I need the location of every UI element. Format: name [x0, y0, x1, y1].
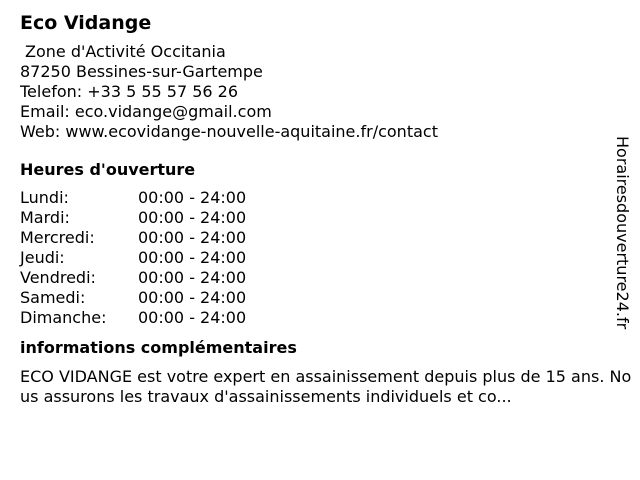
hours-value: 00:00 - 24:00: [138, 228, 247, 247]
day-label: Jeudi:: [20, 248, 65, 267]
hours-value: 00:00 - 24:00: [138, 308, 247, 327]
info-description: ECO VIDANGE est votre expert en assainissement depuis plus de 15 ans. Nous assurons les travaux d'assainissements individuels et co...: [20, 367, 632, 406]
hours-value: 00:00 - 24:00: [138, 268, 247, 287]
day-label: Lundi:: [20, 188, 69, 207]
opening-hours-table: [20, 188, 246, 328]
table-row: [20, 268, 246, 288]
phone-line: Telefon: +33 5 55 57 56 26: [20, 82, 239, 101]
table-row: [20, 288, 246, 308]
website-line: Web: www.ecovidange-nouvelle-aquitaine.fr/contact: [20, 122, 438, 141]
street-address: Zone d'Activité Occitania: [25, 42, 226, 61]
contact-block: [20, 42, 610, 142]
info-heading: informations complémentaires: [20, 338, 297, 357]
table-row: [20, 188, 246, 208]
business-name: Eco Vidange: [20, 12, 152, 34]
table-row: [20, 308, 246, 328]
table-row: [20, 228, 246, 248]
site-credit: Horairesdouverture24.fr: [613, 136, 632, 330]
hours-value: 00:00 - 24:00: [138, 248, 247, 267]
city-postcode: 87250 Bessines-sur-Gartempe: [20, 62, 263, 81]
day-label: Mardi:: [20, 208, 70, 227]
hours-value: 00:00 - 24:00: [138, 208, 247, 227]
hours-value: 00:00 - 24:00: [138, 288, 247, 307]
day-label: Mercredi:: [20, 228, 95, 247]
table-row: [20, 208, 246, 228]
day-label: Samedi:: [20, 288, 86, 307]
hours-value: 00:00 - 24:00: [138, 188, 247, 207]
day-label: Vendredi:: [20, 268, 96, 287]
table-row: [20, 248, 246, 268]
hours-heading: Heures d'ouverture: [20, 160, 196, 179]
day-label: Dimanche:: [20, 308, 107, 327]
email-line: Email: eco.vidange@gmail.com: [20, 102, 272, 121]
